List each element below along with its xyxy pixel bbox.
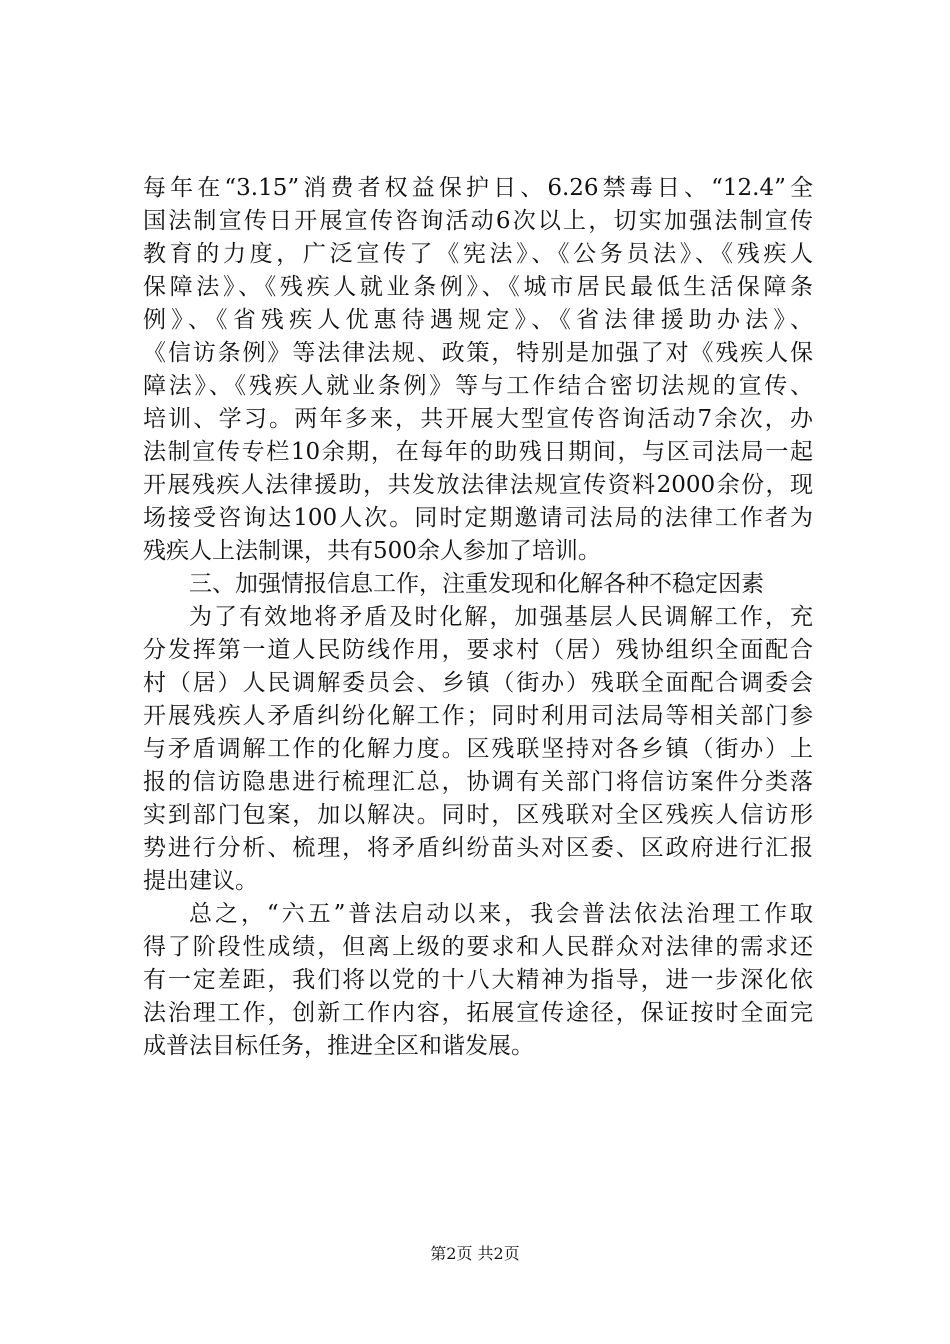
text-line: 《信访条例》等法律法规、政策，特别是加强了对《残疾人保 (143, 340, 813, 366)
text-line: 分发挥第一道人民防线作用，要求村（居）残协组织全面配合 (143, 637, 813, 663)
text-line: 与矛盾调解工作的化解力度。区残联坚持对各乡镇（街办）上 (143, 736, 813, 762)
page-footer: 第2页 共2页 (430, 1244, 520, 1263)
text-line: 场接受咨询达100人次。同时定期邀请司法局的法律工作者为 (143, 505, 813, 531)
text-line: 有一定差距，我们将以党的十八大精神为指导，进一步深化依 (143, 967, 813, 993)
text-line: 得了阶段性成绩，但离上级的要求和人民群众对法律的需求还 (143, 934, 813, 960)
text-line: 国法制宣传日开展宣传咨询活动6次以上，切实加强法制宣传 (143, 208, 813, 234)
text-line: 障法》、《残疾人就业条例》等与工作结合密切法规的宣传、 (143, 373, 813, 399)
text-line: 实到部门包案，加以解决。同时，区残联对全区残疾人信访形 (143, 802, 813, 828)
text-line: 法制宣传专栏10余期，在每年的助残日期间，与区司法局一起 (143, 439, 813, 465)
text-line: 开展残疾人法律援助，共发放法律法规宣传资料2000余份，现 (143, 472, 813, 498)
text-line: 法治理工作，创新工作内容，拓展宣传途径，保证按时全面完 (143, 1000, 813, 1026)
text-line: 例》、《省残疾人优惠待遇规定》、《省法律援助办法》、 (143, 307, 813, 333)
text-line: 教育的力度，广泛宣传了《宪法》、《公务员法》、《残疾人 (143, 241, 813, 267)
text-line: 残疾人上法制课，共有500余人参加了培训。 (143, 538, 601, 564)
text-line: 提出建议。 (143, 868, 258, 894)
text-line: 开展残疾人矛盾纠纷化解工作；同时利用司法局等相关部门参 (143, 703, 813, 729)
text-line: 成普法目标任务，推进全区和谐发展。 (143, 1033, 534, 1059)
text-line: 保障法》、《残疾人就业条例》、《城市居民最低生活保障条 (143, 274, 813, 300)
text-line: 每年在“3.15”消费者权益保护日、6.26禁毒日、“12.4”全 (143, 175, 813, 201)
text-line: 为了有效地将矛盾及时化解，加强基层人民调解工作，充 (189, 604, 813, 630)
body-text (143, 172, 813, 1063)
text-line: 势进行分析、梳理，将矛盾纠纷苗头对区委、区政府进行汇报 (143, 835, 813, 861)
section-heading: 三、加强情报信息工作，注重发现和化解各种不稳定因素 (189, 571, 764, 597)
text-line: 培训、学习。两年多来，共开展大型宣传咨询活动7余次，办 (143, 406, 813, 432)
text-line: 总之，“六五”普法启动以来，我会普法依法治理工作取 (189, 901, 813, 927)
text-line: 村（居）人民调解委员会、乡镇（街办）残联全面配合调委会 (143, 670, 813, 696)
text-line: 报的信访隐患进行梳理汇总，协调有关部门将信访案件分类落 (143, 769, 813, 795)
